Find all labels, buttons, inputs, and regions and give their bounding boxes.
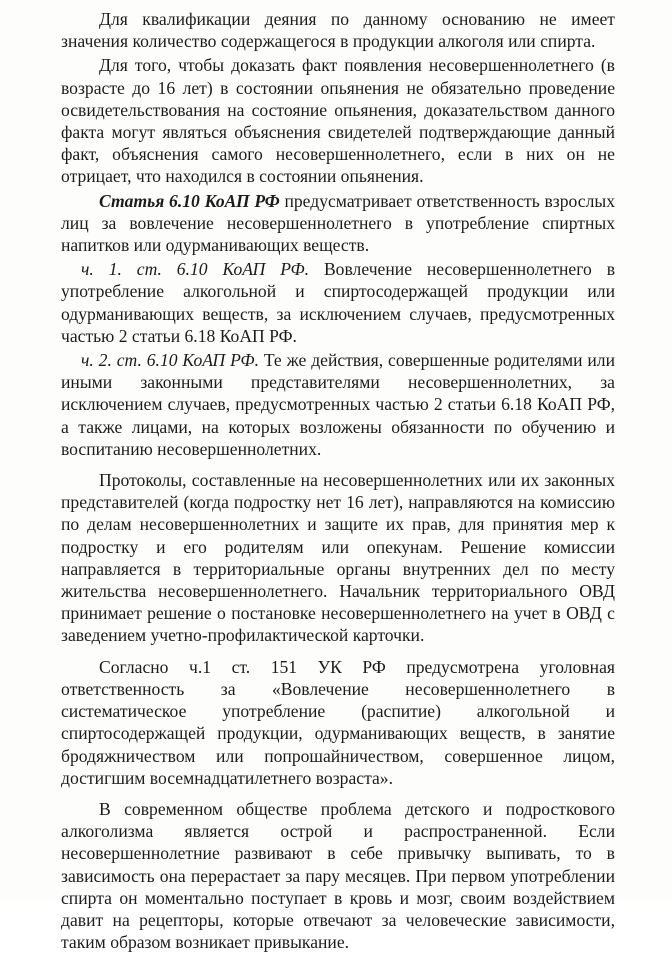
document-body [61, 8, 615, 953]
paragraph-text: Для того, чтобы доказать факт появления несовершеннолетнего (в возрасте до 16 лет) в состоянии опьянения не обязательно проведение освидетельствования на состояние опьянения, доказательством данного факта могут являться объяснения свидетелей подтверждающие данный факт, объяснения самого несовершеннолетнего, если в них он не отрицает, что находился в состоянии опьянения. [61, 55, 615, 187]
paragraph-article-6-10-part-2 [61, 349, 615, 460]
paragraph-text: Для квалификации деяния по данному основанию не имеет значения количество содержащегося в продукции алкоголя или спирта. [61, 9, 615, 52]
paragraph-article-6-10-part-1 [61, 258, 615, 347]
paragraph-article-6-10 [61, 190, 615, 257]
article-part-reference: ч. 2. ст. 6.10 КоАП РФ. [81, 350, 259, 371]
paragraph-criminal-code-151 [61, 656, 615, 789]
paragraph-text: Согласно ч.1 ст. 151 УК РФ предусмотрена уголовная ответственность за «Вовлечение несовершеннолетнего в систематическое употребление (распитие) алкогольной и спиртосодержащей продукции, одурманивающих веществ, в занятие бродяжничеством или попрошайничеством, совершенное лицом, достигшим восемнадцатилетнего возраста». [61, 656, 615, 788]
paragraph-quantity-irrelevant [61, 8, 615, 52]
paragraph-text: В современном обществе проблема детского и подросткового алкоголизма является острой и распространенной. Если несовершеннолетние развивают в себе привычку выпивать, то в зависимость она перерастает за пару месяцев. При первом употреблении спирта он моментально поступает в кровь и мозг, своим воздействием давит на рецепторы, которые отвечают за человеческие зависимости, таким образом возникает привыкание. [61, 798, 615, 953]
paragraph-proof-of-intoxication [61, 54, 615, 187]
paragraph-protocols [61, 469, 615, 647]
paragraph-text: предусматривает ответственность взрослых лиц за вовлечение несовершеннолетнего в употребление спиртных напитков или одурманивающих веществ. [61, 190, 615, 256]
paragraph-text: Те же действия, совершенные родителями или иными законными представителями несовершеннолетних, за исключением случаев, предусмотренных частью 2 статьи 6.18 КоАП РФ, а также лицами, на которых возложены обязанности по обучению и воспитанию несовершеннолетних. [61, 350, 615, 459]
paragraph-text: Протоколы, составленные на несовершеннолетних или их законных представителей (когда подростку нет 16 лет), направляются на комиссию по делам несовершеннолетних и защите их прав, для принятия мер к подростку и его родителям или опекунам. Решение комиссии направляется в территориальные органы внутренних дел по месту жительства несовершеннолетнего. Начальник территориального ОВД принимает решение о постановке несовершеннолетнего на учет в ОВД с заведением учетно-профилактической карточки. [61, 470, 615, 646]
paragraph-text: Вовлечение несовершеннолетнего в употребление алкогольной и спиртосодержащей продукции или одурманивающих веществ, за исключением случаев, предусмотренных частью 2 статьи 6.18 КоАП РФ. [61, 259, 616, 346]
article-part-reference: ч. 1. ст. 6.10 КоАП РФ. [81, 259, 310, 280]
article-reference: Статья 6.10 КоАП РФ [99, 190, 280, 211]
paragraph-adolescent-alcoholism [61, 798, 615, 953]
